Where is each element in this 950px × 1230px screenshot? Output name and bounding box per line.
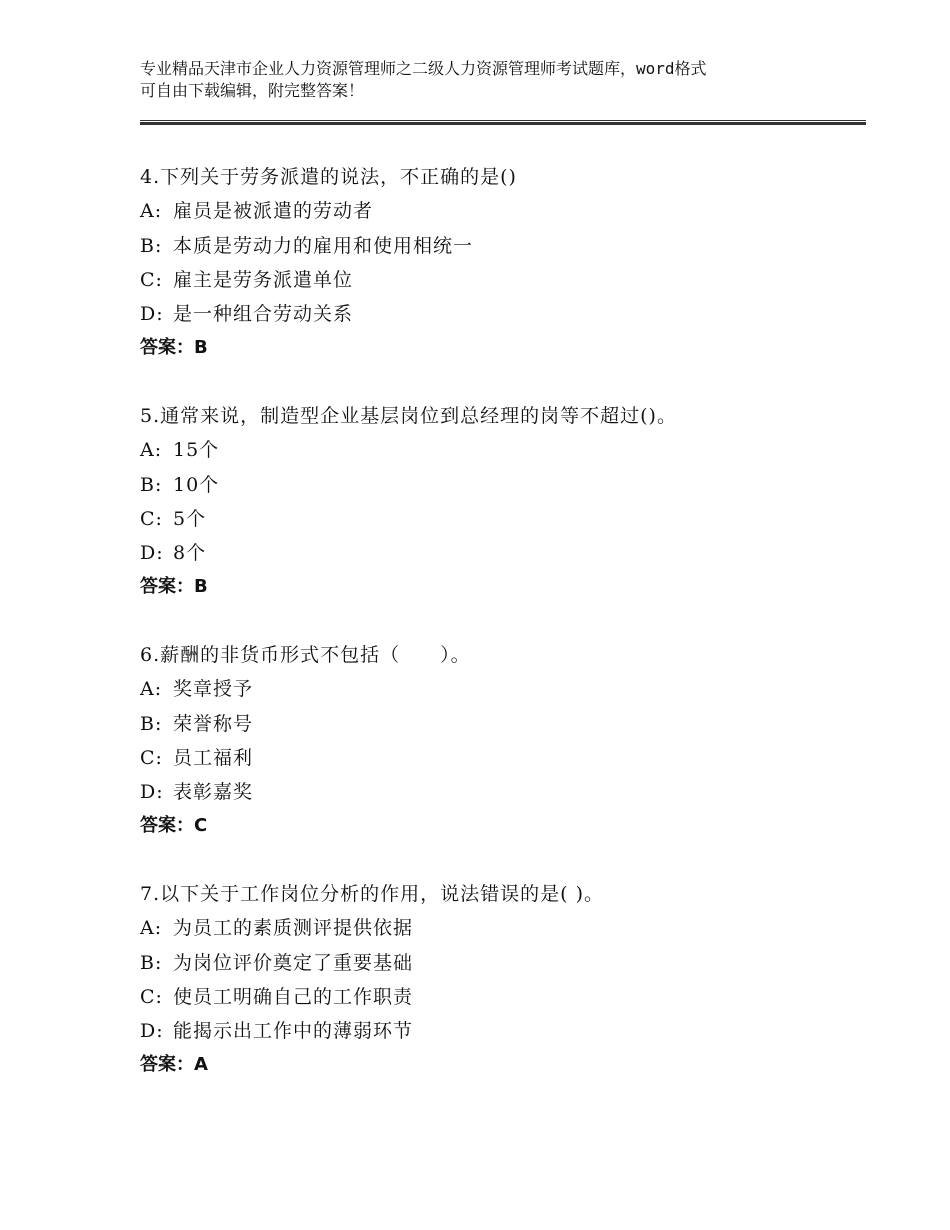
option-d <box>140 775 840 809</box>
option-a <box>140 433 840 467</box>
option-letter: D: <box>140 781 164 804</box>
option-text: 为员工的素质测评提供依据 <box>173 917 414 940</box>
option-text: 5个 <box>173 507 207 530</box>
option-a <box>140 672 840 706</box>
option-b <box>140 468 840 502</box>
option-c <box>140 263 840 297</box>
option-letter: B: <box>140 712 163 735</box>
option-letter: D: <box>140 542 164 565</box>
document-header <box>140 58 820 102</box>
question-block <box>140 399 840 638</box>
option-letter: C: <box>140 507 163 530</box>
option-text: 雇主是劳务派遣单位 <box>173 268 354 291</box>
option-text: 雇员是被派遣的劳动者 <box>173 200 374 223</box>
option-text: 表彰嘉奖 <box>173 781 254 804</box>
option-letter: D: <box>140 1020 164 1043</box>
option-letter: D: <box>140 303 164 326</box>
option-letter: C: <box>140 268 163 291</box>
option-a <box>140 194 840 228</box>
answer-value: A <box>194 1054 208 1076</box>
option-text: 员工福利 <box>173 746 254 769</box>
option-letter: B: <box>140 473 163 496</box>
option-b <box>140 707 840 741</box>
answer-label: 答案： <box>140 576 194 598</box>
option-text: 为岗位评价奠定了重要基础 <box>173 951 414 974</box>
option-text: 奖章授予 <box>173 678 254 701</box>
option-letter: C: <box>140 985 163 1008</box>
option-letter: C: <box>140 746 163 769</box>
option-text: 10个 <box>173 473 220 496</box>
answer-value: B <box>194 337 208 359</box>
option-text: 15个 <box>173 439 220 462</box>
answer-line <box>140 809 840 843</box>
question-stem: 6.薪酬的非货币形式不包括（ ）。 <box>140 644 471 666</box>
option-a <box>140 911 840 945</box>
answer-value: C <box>194 815 208 837</box>
header-divider <box>140 120 866 125</box>
option-c <box>140 741 840 775</box>
option-c <box>140 980 840 1014</box>
answer-label: 答案： <box>140 815 194 837</box>
answer-line <box>140 570 840 604</box>
option-text: 能揭示出工作中的薄弱环节 <box>173 1020 414 1043</box>
option-d <box>140 1014 840 1048</box>
option-letter: A: <box>140 917 163 940</box>
option-d <box>140 536 840 570</box>
question-stem: 4.下列关于劳务派遣的说法，不正确的是() <box>140 166 517 188</box>
option-d <box>140 297 840 331</box>
answer-line <box>140 1048 840 1082</box>
option-text: 荣誉称号 <box>173 712 254 735</box>
option-text: 使员工明确自己的工作职责 <box>173 985 414 1008</box>
option-b <box>140 946 840 980</box>
option-letter: A: <box>140 200 163 223</box>
answer-value: B <box>194 576 208 598</box>
option-text: 8个 <box>173 542 207 565</box>
option-letter: A: <box>140 678 163 701</box>
option-letter: B: <box>140 234 163 257</box>
answer-label: 答案： <box>140 1054 194 1076</box>
option-letter: A: <box>140 439 163 462</box>
option-b <box>140 229 840 263</box>
question-list <box>140 160 840 1116</box>
question-block <box>140 638 840 877</box>
question-block <box>140 160 840 399</box>
question-stem: 5.通常来说，制造型企业基层岗位到总经理的岗等不超过()。 <box>140 405 677 427</box>
question-stem: 7.以下关于工作岗位分析的作用，说法错误的是( )。 <box>140 883 604 905</box>
question-block <box>140 877 840 1116</box>
option-text: 本质是劳动力的雇用和使用相统一 <box>173 234 474 257</box>
header-line-1: 专业精品天津市企业人力资源管理师之二级人力资源管理师考试题库，word格式 <box>140 59 707 78</box>
header-line-2: 可自由下载编辑，附完整答案！ <box>140 81 365 100</box>
option-letter: B: <box>140 951 163 974</box>
option-text: 是一种组合劳动关系 <box>173 303 354 326</box>
answer-label: 答案： <box>140 337 194 359</box>
answer-line <box>140 331 840 365</box>
option-c <box>140 502 840 536</box>
